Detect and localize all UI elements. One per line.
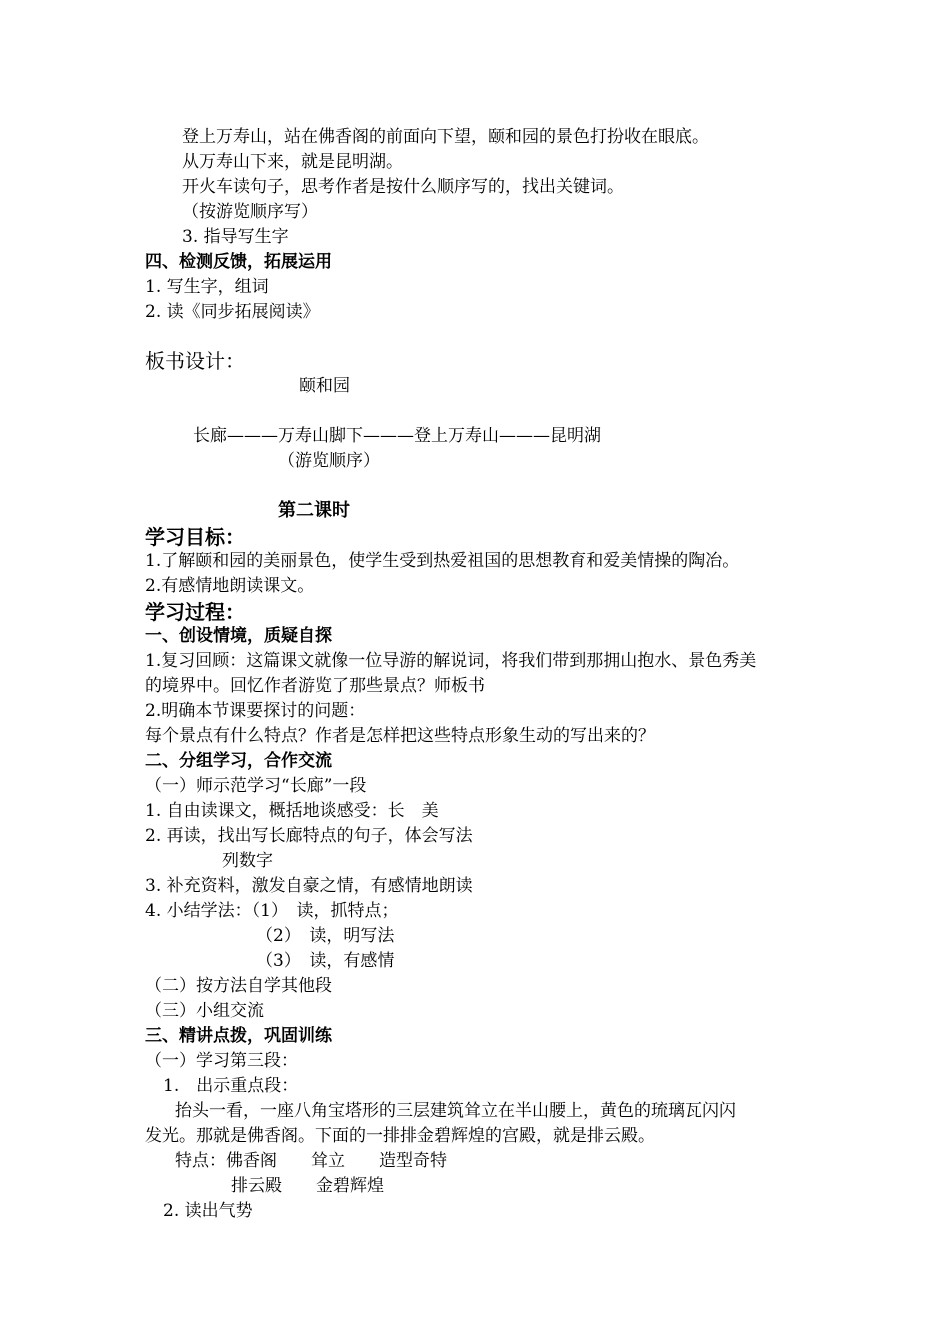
text-line: 每个景点有什么特点？作者是怎样把这些特点形象生动的写出来的？	[145, 726, 655, 746]
list-item: 4. 小结学法：（1） 读，抓特点；	[145, 901, 399, 921]
sub-heading: （一）师示范学习“长廊”一段	[145, 776, 367, 796]
text-line: 登上万寿山，站在佛香阁的前面向下望，颐和园的景色打扮收在眼底。	[182, 127, 709, 147]
list-item: 1. 写生字，组词	[145, 277, 269, 297]
section-heading: 学习目标：	[145, 525, 245, 549]
text-line: 特点：佛香阁 耸立 造型奇特	[175, 1151, 447, 1171]
list-item: 2. 读《同步拓展阅读》	[145, 302, 320, 322]
text-line: 的境界中。回忆作者游览了那些景点？师板书	[145, 676, 485, 696]
section-heading: 三、精讲点拨，巩固训练	[145, 1026, 332, 1046]
list-item: 2.明确本节课要探讨的问题：	[145, 701, 366, 721]
board-title: 颐和园	[299, 376, 350, 396]
sub-heading: （一）学习第三段：	[145, 1051, 298, 1071]
text-line: 抬头一看，一座八角宝塔形的三层建筑耸立在半山腰上，黄色的琉璃瓦闪闪	[175, 1101, 736, 1121]
list-item: 1. 出示重点段：	[163, 1076, 299, 1096]
list-item: 3. 指导写生字	[182, 227, 289, 247]
list-item: 2. 再读，找出写长廊特点的句子，体会写法	[145, 826, 473, 846]
text-line: （按游览顺序写）	[182, 202, 318, 222]
list-item: 2.有感情地朗读课文。	[145, 576, 315, 596]
text-line: 开火车读句子，思考作者是按什么顺序写的，找出关键词。	[182, 177, 624, 197]
board-route: 长廊———万寿山脚下———登上万寿山———昆明湖	[193, 426, 601, 446]
section-heading: 四、检测反馈，拓展运用	[145, 252, 332, 272]
list-item: （3） 读，有感情	[256, 951, 395, 971]
list-item: 1.复习回顾：这篇课文就像一位导游的解说词，将我们带到那拥山抱水、景色秀美	[145, 651, 757, 671]
list-item: 2. 读出气势	[163, 1201, 253, 1221]
list-item: 1. 自由读课文，概括地谈感受：长 美	[145, 801, 439, 821]
board-note: （游览顺序）	[278, 451, 380, 471]
section-heading: 学习过程：	[145, 600, 245, 624]
section-heading: 一、创设情境，质疑自探	[145, 626, 332, 646]
text-line: 发光。那就是佛香阁。下面的一排排金碧辉煌的宫殿，就是排云殿。	[145, 1126, 655, 1146]
list-item: （2） 读，明写法	[256, 926, 395, 946]
section-heading: 二、分组学习，合作交流	[145, 751, 332, 771]
lesson-title: 第二课时	[278, 500, 350, 521]
sub-heading: （二）按方法自学其他段	[145, 976, 332, 996]
text-line: 从万寿山下来，就是昆明湖。	[182, 152, 403, 172]
board-design-heading: 板书设计：	[145, 349, 245, 373]
text-line: 排云殿 金碧辉煌	[231, 1176, 384, 1196]
list-item: 1.了解颐和园的美丽景色，使学生受到热爱祖国的思想教育和爱美情操的陶冶。	[145, 551, 740, 571]
list-item: 3. 补充资料，激发自豪之情，有感情地朗读	[145, 876, 473, 896]
sub-heading: （三）小组交流	[145, 1001, 264, 1021]
text-line: 列数字	[222, 851, 273, 871]
